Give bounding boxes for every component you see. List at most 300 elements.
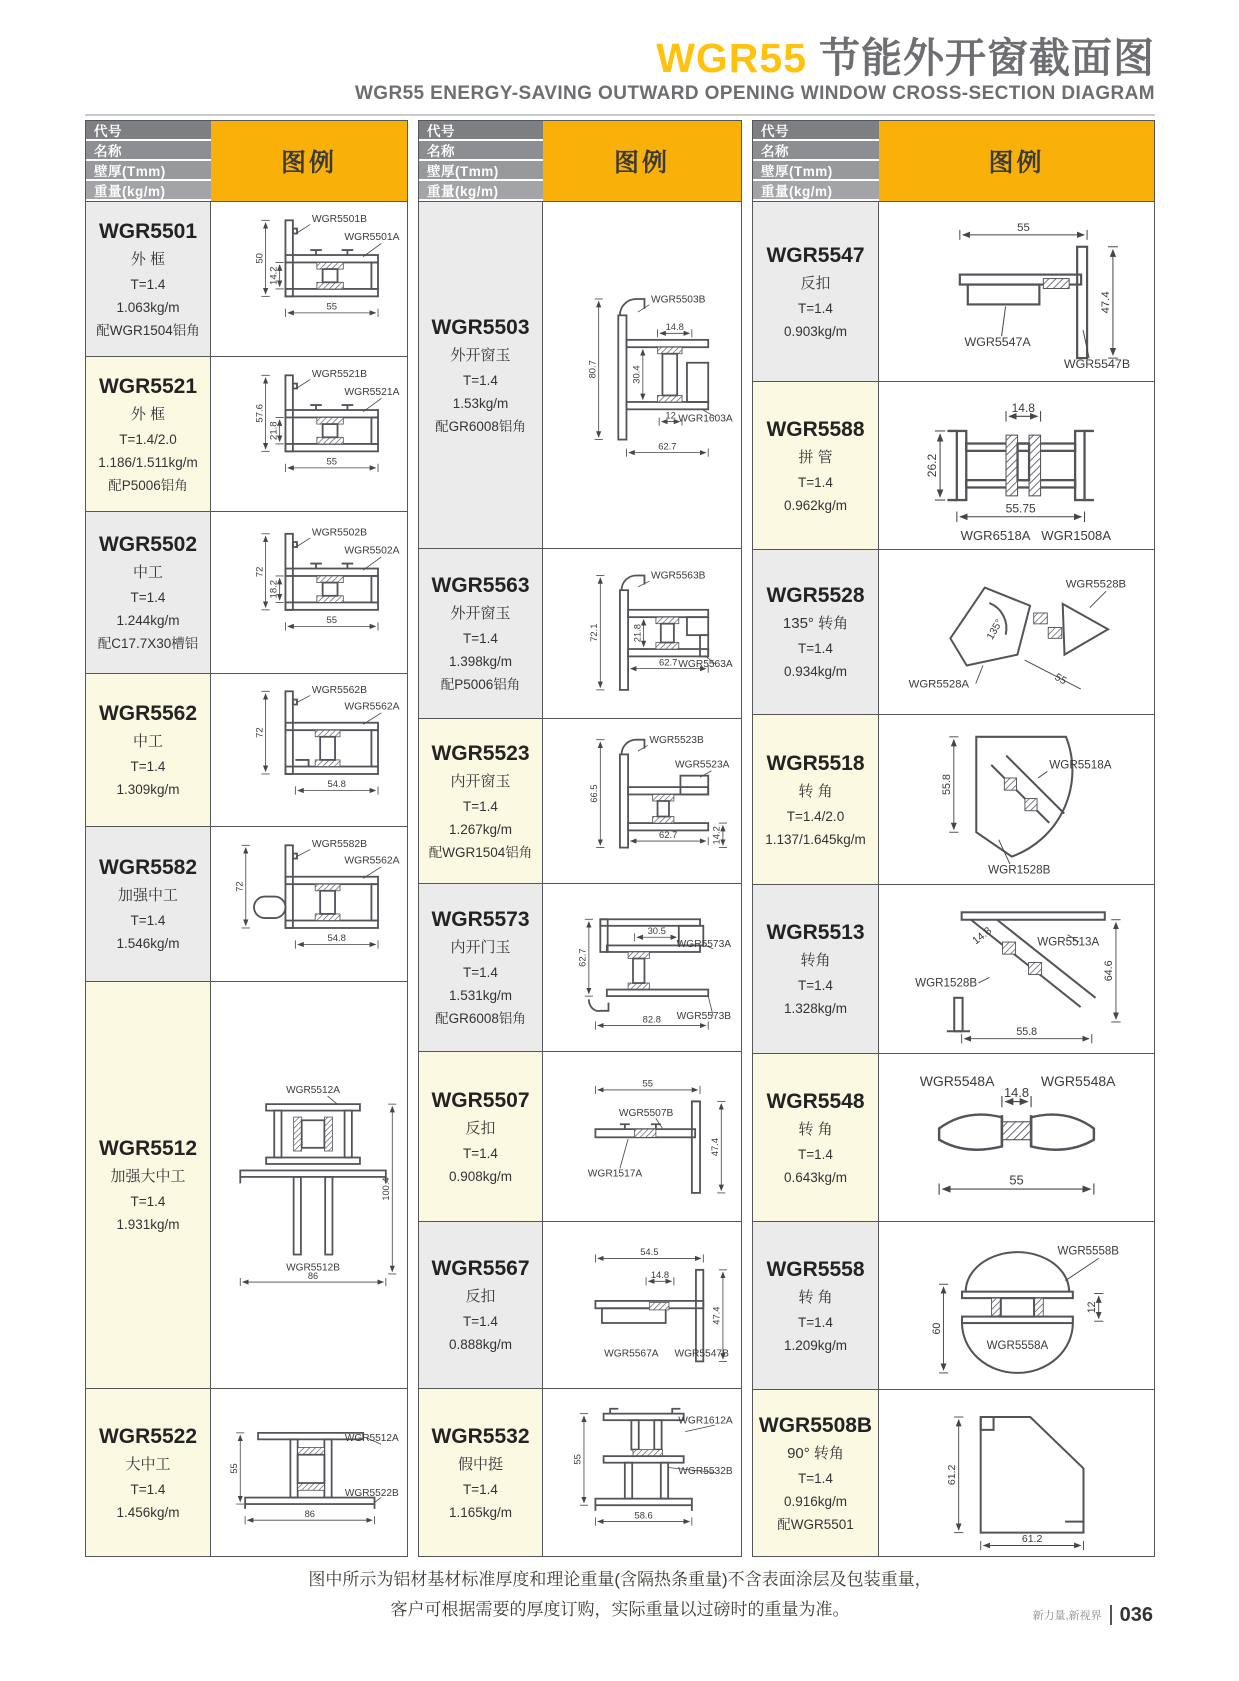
profile-row-wgr5582	[86, 826, 407, 981]
profile-code: WGR5562	[98, 702, 198, 725]
dimension-label: 66.5	[588, 784, 600, 803]
profile-thickness: T=1.4/2.0	[786, 808, 845, 824]
profile-accessory: 配P5006铝角	[108, 477, 188, 493]
profile-cross-section-wgr5521	[216, 362, 402, 506]
profile-name: 加强中工	[117, 887, 178, 904]
profile-info-wgr5562	[86, 674, 211, 826]
profile-thickness: T=1.4	[130, 276, 166, 292]
part-label: WGR5573B	[676, 1010, 732, 1022]
part-label: WGR5562A	[344, 855, 400, 867]
profile-diagram-cell	[879, 1390, 1154, 1556]
part-label: WGR1528B	[915, 976, 978, 990]
profile-code: WGR5558	[766, 1257, 865, 1281]
profile-cross-section-wgr5548	[884, 1059, 1149, 1216]
part-label: WGR5507B	[618, 1108, 674, 1120]
part-label: WGR5567A	[604, 1348, 659, 1360]
profile-diagram-cell	[543, 549, 741, 718]
profile-info-wgr5573	[419, 884, 543, 1051]
dimension-label: 47.4	[1099, 291, 1112, 314]
profile-row-wgr5518	[753, 714, 1154, 884]
header-row3: 壁厚(Tmm)	[86, 161, 211, 181]
page-subtitle: WGR55 ENERGY-SAVING OUTWARD OPENING WINDOW CROSS-SECTION DIAGRAM	[354, 83, 1155, 104]
profile-info-wgr5582	[86, 827, 211, 981]
page-footer	[1033, 1605, 1153, 1625]
header-legend: 图例	[543, 121, 741, 201]
footer-page-number: 036	[1110, 1605, 1153, 1625]
part-label: WGR5501A	[344, 232, 400, 244]
profile-thickness: T=1.4	[798, 1146, 833, 1162]
dimension-label: 14.8	[1011, 401, 1035, 416]
profile-cross-section-wgr5512	[216, 987, 402, 1383]
profile-accessory: 配P5006铝角	[440, 677, 521, 692]
dimension-label: 55.8	[941, 774, 954, 796]
dimension-label: 135°	[985, 617, 1006, 642]
profile-cross-section-wgr5558	[884, 1227, 1149, 1384]
profile-thickness: T=1.4	[463, 1145, 498, 1161]
dimension-label: 100.4	[381, 1177, 392, 1201]
profile-code: WGR5508B	[758, 1413, 873, 1437]
profile-name: 中工	[132, 564, 163, 581]
profile-weight: 1.309kg/m	[116, 782, 180, 797]
part-label: WGR5521B	[311, 368, 368, 380]
dimension-label: 86	[307, 1270, 319, 1281]
profile-code: WGR5532	[431, 1424, 530, 1448]
profile-code: WGR5528	[766, 584, 865, 607]
part-label: WGR5503B	[650, 294, 706, 306]
dimension-label: 50	[254, 253, 266, 264]
profile-info-wgr5532	[419, 1389, 543, 1556]
profile-weight: 1.456kg/m	[116, 1504, 180, 1520]
profile-cross-section-wgr5573	[548, 889, 736, 1046]
profile-diagram-cell	[879, 885, 1154, 1053]
part-label: WGR5562A	[344, 701, 400, 713]
header-row4: 重量(kg/m)	[86, 181, 211, 201]
part-label: WGR5563A	[678, 659, 733, 671]
header-row1: 代号	[86, 121, 211, 141]
dimension-label: 54.8	[327, 933, 346, 945]
profile-thickness: T=1.4	[463, 798, 498, 814]
dimension-label: 57.6	[254, 404, 266, 423]
profile-diagram-cell	[211, 512, 407, 673]
header-legend: 图例	[211, 121, 407, 201]
profile-weight: 1.186/1.511kg/m	[98, 454, 198, 470]
profile-info-wgr5548	[753, 1054, 879, 1221]
profile-thickness: T=1.4	[798, 474, 833, 490]
dimension-label: 64.6	[1103, 960, 1116, 982]
part-label: WGR1517A	[587, 1168, 643, 1180]
profile-code: WGR5502	[98, 533, 198, 556]
part-label: WGR5523A	[675, 759, 730, 771]
profile-diagram-cell	[211, 827, 407, 981]
dimension-label: 55	[229, 1463, 240, 1474]
part-label: WGR5521A	[344, 387, 400, 399]
table-header	[86, 121, 407, 201]
footer-slogan: 新力量,新视界	[1032, 1610, 1102, 1622]
profile-row-wgr5507	[419, 1051, 741, 1221]
header-row4: 重量(kg/m)	[419, 181, 543, 201]
profile-code: WGR5563	[431, 574, 530, 597]
profile-weight: 1.209kg/m	[783, 1337, 848, 1353]
profile-thickness: T=1.4/2.0	[119, 431, 177, 447]
dimension-label: 62.7	[659, 828, 678, 840]
part-label: WGR5501B	[311, 213, 368, 225]
dimension-label: 55	[326, 615, 338, 627]
profile-info-wgr5547	[753, 202, 879, 381]
profile-cross-section-wgr5567	[548, 1227, 736, 1383]
profile-diagram-cell	[211, 1389, 407, 1556]
profile-code: WGR5512	[98, 1137, 198, 1160]
profile-name: 反扣	[465, 1119, 496, 1137]
profile-diagram-cell	[543, 1052, 741, 1221]
profile-diagram-cell	[879, 1222, 1154, 1389]
profile-weight: 0.888kg/m	[448, 1337, 513, 1352]
profile-weight: 0.916kg/m	[783, 1493, 848, 1509]
profile-name: 假中挺	[457, 1455, 503, 1473]
dimension-label: 21.8	[268, 421, 280, 440]
dimension-label: 18.2	[268, 579, 280, 599]
profile-info-wgr5513	[753, 885, 879, 1053]
dimension-label: 60	[930, 1322, 943, 1335]
dimension-label: 61.2	[946, 1464, 959, 1486]
part-label: WGR5547A	[964, 335, 1031, 350]
profile-thickness: T=1.4	[130, 590, 166, 605]
profile-name: 外 框	[130, 405, 166, 423]
profile-info-wgr5507	[419, 1052, 543, 1221]
profile-cross-section-wgr5501	[216, 207, 402, 351]
profile-cross-section-wgr5547	[884, 207, 1149, 376]
dimension-label: 14.8	[1003, 1085, 1030, 1101]
header-row3: 壁厚(Tmm)	[753, 161, 879, 181]
profile-weight: 1.546kg/m	[116, 936, 180, 951]
dimension-label: 61.2	[1021, 1532, 1043, 1545]
dimension-label: 54.5	[640, 1246, 659, 1258]
profile-weight: 1.53kg/m	[452, 395, 509, 411]
dimension-label: 14.8	[665, 321, 684, 333]
dimension-label: 14.2	[710, 826, 722, 845]
profile-weight: 0.643kg/m	[783, 1169, 848, 1185]
profile-weight: 0.908kg/m	[448, 1168, 513, 1184]
title-cn: 节能外开窗截面图	[819, 35, 1155, 81]
profile-info-wgr5501	[86, 202, 211, 356]
profile-weight: 1.165kg/m	[448, 1504, 513, 1520]
profile-name: 外开窗玉	[450, 346, 511, 364]
header-row2: 名称	[753, 141, 879, 161]
dimension-label: 14.8	[970, 924, 995, 948]
header-row1: 代号	[753, 121, 879, 141]
profile-info-wgr5528	[753, 550, 879, 714]
profile-row-wgr5501	[86, 201, 407, 356]
profile-info-wgr5512	[86, 982, 211, 1388]
page-header	[355, 36, 1155, 105]
part-label: WGR5563B	[650, 570, 706, 582]
header-rule	[85, 114, 1155, 116]
table-header-fields	[753, 121, 879, 201]
dimension-label: 55	[571, 1454, 583, 1465]
dimension-label: 55	[1017, 221, 1030, 234]
dimension-label: 30.4	[630, 365, 642, 384]
header-legend: 图例	[879, 121, 1154, 201]
profile-row-wgr5567	[419, 1221, 741, 1388]
profile-diagram-cell	[211, 982, 407, 1388]
profile-thickness: T=1.4	[463, 1481, 498, 1497]
profile-row-wgr5521	[86, 356, 407, 511]
profile-thickness: T=1.4	[130, 759, 166, 774]
part-label: WGR1508A	[1041, 527, 1112, 543]
profile-row-wgr5502	[86, 511, 407, 673]
part-label: WGR5547B	[1063, 357, 1131, 372]
profile-name: 中工	[132, 733, 163, 750]
dimension-label: 58.6	[634, 1509, 653, 1521]
dimension-label: 72	[234, 881, 246, 892]
table-header-fields	[419, 121, 543, 201]
profile-cross-section-wgr5522	[216, 1394, 402, 1551]
header-row4: 重量(kg/m)	[753, 181, 879, 201]
profile-code: WGR5501	[98, 219, 198, 243]
page-title	[355, 36, 1155, 80]
profile-name: 内开窗玉	[450, 772, 511, 790]
part-label: WGR5523B	[649, 734, 704, 746]
table-header-fields	[86, 121, 211, 201]
part-label: WGR5522B	[344, 1487, 399, 1499]
profile-name: 外开窗玉	[450, 605, 511, 622]
profile-weight: 1.931kg/m	[116, 1217, 180, 1232]
profile-cross-section-wgr5513	[884, 890, 1149, 1048]
profile-weight: 0.962kg/m	[783, 497, 848, 513]
dimension-label: 72	[254, 727, 266, 738]
part-label: WGR5558A	[986, 1339, 1049, 1352]
profile-info-wgr5521	[86, 357, 211, 511]
profile-name: 转角	[800, 952, 831, 969]
profile-weight: 1.398kg/m	[448, 654, 513, 669]
dimension-label: 62.7	[658, 440, 677, 452]
profile-info-wgr5508b	[753, 1390, 879, 1556]
profile-diagram-cell	[543, 719, 741, 883]
profile-thickness: T=1.4	[798, 1470, 833, 1486]
profile-cross-section-wgr5528	[884, 555, 1149, 709]
profile-code: WGR5513	[766, 921, 865, 944]
header-row2: 名称	[86, 141, 211, 161]
profile-table-2	[418, 120, 742, 1557]
profile-accessory: 配WGR1504铝角	[428, 844, 533, 860]
profile-code: WGR5518	[766, 751, 865, 775]
profile-name: 反扣	[800, 274, 831, 292]
dimension-label: 12	[665, 409, 676, 421]
profile-diagram-cell	[543, 202, 741, 548]
profile-diagram-cell	[879, 382, 1154, 549]
dimension-label: 12	[1086, 1301, 1098, 1314]
part-label: WGR5532B	[678, 1466, 733, 1478]
dimension-label: 55	[326, 456, 338, 468]
profile-thickness: T=1.4	[798, 1314, 833, 1330]
profile-code: WGR5567	[431, 1257, 530, 1280]
profile-code: WGR5507	[431, 1088, 530, 1112]
part-label: WGR5528A	[908, 678, 970, 691]
dimension-label: 30.5	[647, 924, 666, 936]
title-series: WGR55	[656, 35, 807, 81]
profile-cross-section-wgr5562	[216, 679, 402, 821]
profile-name: 加强大中工	[110, 1168, 186, 1185]
profile-diagram-cell	[879, 1054, 1154, 1221]
profile-code: WGR5503	[431, 315, 530, 339]
part-label: WGR5582B	[311, 838, 368, 850]
part-label: WGR5548A	[1040, 1072, 1116, 1089]
profile-accessory: 配GR6008铝角	[435, 1011, 526, 1026]
profile-row-wgr5548	[753, 1053, 1154, 1221]
profile-cross-section-wgr5518	[884, 720, 1149, 879]
footnote	[85, 1565, 1155, 1625]
table-header	[753, 121, 1154, 201]
profile-accessory: 配WGR1504铝角	[96, 322, 200, 338]
profile-diagram-cell	[543, 884, 741, 1051]
part-label: WGR1603A	[678, 413, 733, 425]
profile-cross-section-wgr5563	[548, 554, 736, 713]
part-label: WGR5547B	[674, 1348, 729, 1360]
profile-info-wgr5563	[419, 549, 543, 718]
profile-code: WGR5523	[431, 741, 530, 765]
dimension-label: 80.7	[586, 360, 598, 379]
profile-weight: 1.063kg/m	[116, 299, 180, 315]
profile-row-wgr5512	[86, 981, 407, 1388]
profile-code: WGR5548	[766, 1089, 865, 1113]
profile-weight: 1.531kg/m	[448, 988, 513, 1003]
part-label: WGR6518A	[960, 527, 1031, 543]
profile-info-wgr5522	[86, 1389, 211, 1556]
profile-name: 大中工	[125, 1455, 171, 1473]
profile-row-wgr5513	[753, 884, 1154, 1053]
dimension-label: 14.2	[268, 266, 280, 285]
profile-row-wgr5503	[419, 201, 741, 548]
dimension-label: 72.1	[588, 623, 600, 642]
profile-table-1	[85, 120, 408, 1557]
profile-thickness: T=1.4	[130, 913, 166, 928]
dimension-label: 26.2	[924, 453, 939, 478]
dimension-label: 82.8	[642, 1013, 661, 1025]
profile-weight: 1.267kg/m	[448, 821, 513, 837]
profile-info-wgr5567	[419, 1222, 543, 1388]
profile-name: 90° 转角	[787, 1444, 844, 1462]
dimension-label: 54.8	[327, 779, 346, 791]
dimension-label: 62.7	[659, 656, 678, 668]
profile-row-wgr5558	[753, 1221, 1154, 1389]
profile-row-wgr5573	[419, 883, 741, 1051]
profile-row-wgr5528	[753, 549, 1154, 714]
part-label: WGR1612A	[678, 1415, 733, 1427]
dimension-label: 14.8	[650, 1269, 670, 1281]
table-header	[419, 121, 741, 201]
profile-code: WGR5573	[431, 908, 530, 931]
profile-thickness: T=1.4	[798, 978, 833, 993]
profile-info-wgr5588	[753, 382, 879, 549]
part-label: WGR5502B	[311, 527, 368, 539]
dimension-label: 47.4	[710, 1306, 722, 1325]
profile-row-wgr5523	[419, 718, 741, 883]
part-label: WGR5513A	[1037, 935, 1100, 949]
profile-weight: 1.328kg/m	[783, 1001, 848, 1016]
profile-row-wgr5522	[86, 1388, 407, 1556]
part-label: WGR5562B	[311, 684, 368, 696]
profile-name: 转 角	[798, 782, 833, 800]
dimension-label: 55	[326, 301, 338, 313]
profile-weight: 0.934kg/m	[783, 664, 848, 679]
profile-cross-section-wgr5507	[548, 1057, 736, 1216]
profile-diagram-cell	[879, 550, 1154, 714]
profile-row-wgr5562	[86, 673, 407, 826]
dimension-label: 47.4	[709, 1138, 721, 1157]
dimension-label: 55.8	[1016, 1025, 1038, 1038]
part-label: WGR5558B	[1057, 1245, 1120, 1258]
profile-row-wgr5532	[419, 1388, 741, 1556]
header-row1: 代号	[419, 121, 543, 141]
profile-weight: 1.244kg/m	[116, 613, 180, 628]
footnote-line1: 图中所示为铝材基材标准厚度和理论重量(含隔热条重量)不含表面涂层及包装重量，	[308, 1570, 932, 1589]
profile-thickness: T=1.4	[798, 300, 833, 316]
part-label: WGR5512B	[286, 1262, 340, 1274]
profile-accessory: 配GR6008铝角	[435, 418, 526, 434]
part-label: WGR5518A	[1049, 758, 1112, 772]
dimension-label: 55.75	[1005, 501, 1036, 516]
profile-code: WGR5582	[98, 856, 198, 879]
profile-name: 转 角	[798, 1288, 833, 1306]
profile-code: WGR5547	[766, 243, 865, 267]
profile-row-wgr5563	[419, 548, 741, 718]
profile-name: 转 角	[798, 1120, 833, 1138]
profile-thickness: T=1.4	[463, 372, 498, 388]
profile-info-wgr5523	[419, 719, 543, 883]
profile-diagram-cell	[879, 202, 1154, 381]
dimension-label: 55	[1052, 672, 1069, 688]
profile-diagram-cell	[211, 674, 407, 826]
dimension-label: 21.8	[631, 623, 643, 643]
profile-thickness: T=1.4	[798, 641, 833, 656]
dimension-label: 55	[642, 1077, 653, 1089]
dimension-label: 62.7	[576, 948, 588, 967]
footnote-line2: 客户可根据需要的厚度订购，实际重量以过磅时的重量为准。	[390, 1600, 850, 1619]
profile-row-wgr5588	[753, 381, 1154, 549]
profile-weight: 1.137/1.645kg/m	[765, 831, 866, 847]
profile-name: 拼 管	[798, 448, 833, 466]
profile-name: 反扣	[465, 1288, 496, 1305]
profile-info-wgr5518	[753, 715, 879, 884]
profile-table-3	[752, 120, 1155, 1557]
profile-info-wgr5558	[753, 1222, 879, 1389]
profile-cross-section-wgr5532	[548, 1394, 736, 1551]
part-label: WGR5512A	[344, 1432, 399, 1444]
profile-diagram-cell	[879, 715, 1154, 884]
profile-accessory: 配C17.7X30槽铝	[97, 636, 199, 651]
profile-thickness: T=1.4	[130, 1481, 166, 1497]
part-label: WGR5528B	[1065, 578, 1127, 591]
part-label: WGR5502A	[344, 545, 400, 557]
profile-accessory: 配WGR5501	[777, 1516, 854, 1532]
profile-cross-section-wgr5502	[216, 517, 402, 668]
profile-diagram-cell	[543, 1222, 741, 1388]
part-label: WGR1528B	[988, 863, 1051, 877]
profile-cross-section-wgr5503	[548, 207, 736, 543]
part-label: WGR5548A	[919, 1072, 995, 1089]
dimension-label: 86	[304, 1508, 315, 1519]
profile-thickness: T=1.4	[463, 631, 498, 646]
dimension-label: 72	[254, 566, 266, 578]
profile-name: 内开门玉	[450, 939, 511, 956]
header-row3: 壁厚(Tmm)	[419, 161, 543, 181]
profile-diagram-cell	[543, 1389, 741, 1556]
profile-diagram-cell	[211, 202, 407, 356]
header-row2: 名称	[419, 141, 543, 161]
profile-name: 135° 转角	[782, 615, 849, 632]
profile-weight: 0.903kg/m	[783, 323, 848, 339]
profile-thickness: T=1.4	[130, 1194, 166, 1209]
profile-thickness: T=1.4	[463, 1314, 498, 1329]
